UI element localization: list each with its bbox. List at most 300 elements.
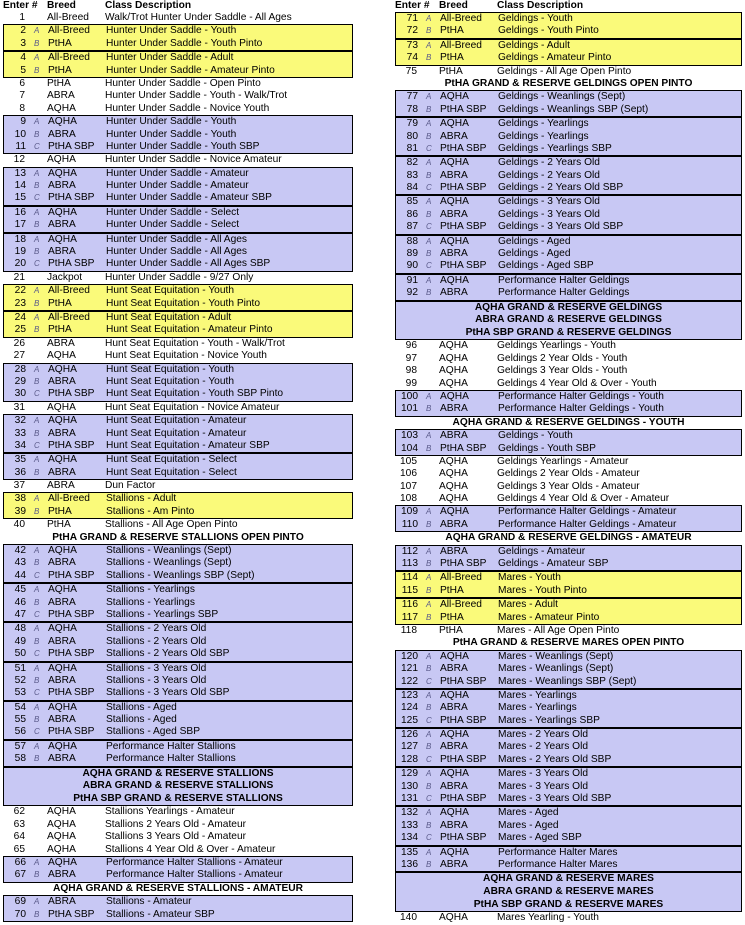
entry-number: 92 xyxy=(406,287,418,299)
class-description: Hunt Seat Equitation - Select xyxy=(106,454,237,466)
breed: AQHA xyxy=(440,506,469,518)
right-column xyxy=(395,0,742,925)
section-letter: C xyxy=(426,183,432,193)
breed: PtHA SBP xyxy=(440,714,487,726)
section-letter: A xyxy=(34,234,40,244)
championship-heading: PtHA GRAND & RESERVE STALLIONS OPEN PINTO xyxy=(52,531,304,543)
entry-number: 27 xyxy=(13,350,25,362)
entry-number: 4 xyxy=(20,52,26,64)
class-description: Hunter Under Saddle - Amateur xyxy=(106,167,249,179)
class-row xyxy=(396,131,741,143)
class-row xyxy=(3,844,353,856)
class-group xyxy=(395,767,742,806)
class-description: Mares - Youth xyxy=(498,572,561,584)
class-row xyxy=(396,676,741,688)
class-description: Mares - Weanlings SBP (Sept) xyxy=(498,675,637,687)
breed: PtHA SBP xyxy=(440,675,487,687)
class-description: Hunter Under Saddle - Amateur SBP xyxy=(106,192,272,204)
class-row xyxy=(4,415,352,427)
breed: AQHA xyxy=(48,167,77,179)
class-row xyxy=(396,754,741,766)
section-letter: B xyxy=(34,597,40,607)
class-description: Mares - Yearlings SBP xyxy=(498,714,600,726)
entry-number: 106 xyxy=(400,468,417,480)
section-letter: B xyxy=(426,443,432,453)
entry-number: 112 xyxy=(401,545,418,557)
class-row xyxy=(4,726,352,738)
entry-number: 88 xyxy=(406,235,418,247)
section-letter: A xyxy=(34,26,40,36)
class-row xyxy=(396,612,741,624)
section-letter: A xyxy=(426,546,432,556)
breed: All-Breed xyxy=(440,599,482,611)
entry-number: 82 xyxy=(406,157,418,169)
section-letter: C xyxy=(426,794,432,804)
class-row xyxy=(396,572,741,584)
breed: All-Breed xyxy=(48,311,90,323)
class-row xyxy=(4,312,352,324)
class-description: Hunter Under Saddle - Youth xyxy=(106,128,237,140)
class-description: Hunter Under Saddle - Novice Youth xyxy=(105,102,270,114)
class-group xyxy=(395,689,742,728)
section-letter: A xyxy=(426,573,432,583)
breed: AQHA xyxy=(47,401,76,413)
section-letter: A xyxy=(426,40,432,50)
section-letter: C xyxy=(34,727,40,737)
class-row xyxy=(4,180,352,192)
class-description: Mares - 3 Years Old xyxy=(498,768,589,780)
class-description: Mares - 2 Years Old SBP xyxy=(498,753,612,765)
section-letter: B xyxy=(34,325,40,335)
class-row xyxy=(396,143,741,155)
breed: ABRA xyxy=(440,403,468,415)
class-description: Dun Factor xyxy=(105,480,156,492)
section-letter: A xyxy=(426,158,432,168)
class-description: Hunter Under Saddle - Open Pinto xyxy=(105,77,261,89)
section-letter: A xyxy=(34,624,40,634)
breed: AQHA xyxy=(47,806,76,818)
class-description: Stallions - Amateur xyxy=(106,896,192,908)
breed: AQHA xyxy=(48,206,77,218)
class-description: Stallions - 3 Years Old SBP xyxy=(106,687,230,699)
class-description: Mares - Youth Pinto xyxy=(498,584,587,596)
entry-number: 44 xyxy=(14,569,26,581)
entry-number: 63 xyxy=(13,818,25,830)
entry-number: 50 xyxy=(14,648,26,660)
class-group xyxy=(3,414,353,453)
entry-number: 110 xyxy=(401,518,418,530)
class-group xyxy=(3,895,353,922)
entry-number: 80 xyxy=(406,130,418,142)
class-row xyxy=(3,12,353,24)
class-row xyxy=(396,546,741,558)
header-class: Class Description xyxy=(497,0,584,11)
entry-number: 132 xyxy=(401,807,418,819)
class-description: Geldings - Yearlings SBP xyxy=(498,142,612,154)
class-group xyxy=(395,505,742,532)
class-description: Mares - Yearlings xyxy=(498,689,577,701)
class-group xyxy=(3,233,353,272)
class-row xyxy=(4,467,352,479)
entry-number: 22 xyxy=(14,285,26,297)
class-group xyxy=(3,583,353,622)
class-description: Performance Halter Geldings - Amateur xyxy=(498,506,677,518)
breed: AQHA xyxy=(440,807,469,819)
section-letter: B xyxy=(426,404,432,414)
breed: ABRA xyxy=(48,246,76,258)
class-description: Geldings - Amateur xyxy=(498,545,586,557)
entry-number: 43 xyxy=(14,557,26,569)
section-letter: A xyxy=(426,92,432,102)
breed: ABRA xyxy=(47,480,75,492)
section-letter: B xyxy=(34,376,40,386)
breed: ABRA xyxy=(48,427,76,439)
entry-number: 46 xyxy=(14,596,26,608)
entry-number: 6 xyxy=(19,77,25,89)
section-letter: B xyxy=(426,860,432,869)
entry-number: 56 xyxy=(14,726,26,738)
entry-number: 1 xyxy=(19,12,25,23)
class-row xyxy=(395,365,742,377)
breed: AQHA xyxy=(440,118,469,130)
class-description: Stallions - All Age Open Pinto xyxy=(105,519,238,531)
class-description: Stallions 2 Years Old - Amateur xyxy=(105,818,247,830)
class-description: Stallions - 3 Years Old xyxy=(106,674,207,686)
section-letter: A xyxy=(34,312,40,322)
class-row xyxy=(4,687,352,699)
entry-number: 53 xyxy=(14,687,26,699)
class-description: Performance Halter Geldings - Amateur xyxy=(498,518,677,530)
class-description: Geldings 4 Year Old & Over - Amateur xyxy=(497,493,670,505)
breed: ABRA xyxy=(48,753,76,765)
breed: AQHA xyxy=(47,831,76,843)
class-row xyxy=(3,338,353,350)
section-letter: B xyxy=(34,467,40,477)
section-letter: B xyxy=(34,220,40,230)
class-description: Stallions - Aged SBP xyxy=(106,726,201,738)
class-row xyxy=(396,182,741,194)
breed: AQHA xyxy=(440,846,469,858)
entry-number: 12 xyxy=(13,154,25,166)
class-row xyxy=(4,597,352,609)
entry-number: 140 xyxy=(400,912,417,924)
section-letter: A xyxy=(34,494,40,504)
class-row xyxy=(395,493,742,505)
class-row xyxy=(396,118,741,130)
class-row xyxy=(3,806,353,818)
class-row xyxy=(3,402,353,414)
section-letter: A xyxy=(426,847,432,857)
class-row xyxy=(395,353,742,365)
class-row xyxy=(4,869,352,881)
section-letter: A xyxy=(426,651,432,661)
class-group xyxy=(395,90,742,117)
class-description: Mares - Amateur Pinto xyxy=(498,611,600,623)
entry-number: 67 xyxy=(14,869,26,881)
class-group xyxy=(3,284,353,311)
entry-number: 99 xyxy=(405,377,417,389)
breed: AQHA xyxy=(440,157,469,169)
class-row xyxy=(3,272,353,284)
class-description: Performance Halter Mares xyxy=(498,859,618,870)
breed: PtHA SBP xyxy=(440,142,487,154)
breed: Jackpot xyxy=(47,271,83,283)
class-row xyxy=(4,623,352,635)
class-row xyxy=(4,663,352,675)
class-row xyxy=(4,364,352,376)
entry-number: 66 xyxy=(14,857,26,868)
section-letter: B xyxy=(34,129,40,139)
breed: PtHA SBP xyxy=(48,726,95,738)
section-letter: A xyxy=(34,741,40,751)
class-row xyxy=(396,91,741,103)
breed: PtHA xyxy=(440,611,464,623)
class-description: Geldings - All Age Open Pinto xyxy=(497,65,632,77)
breed: ABRA xyxy=(48,635,76,647)
class-description: Performance Halter Mares xyxy=(498,846,618,858)
entry-number: 30 xyxy=(14,388,26,400)
class-description: Mares - Aged xyxy=(498,807,559,819)
class-row xyxy=(396,729,741,741)
class-description: Hunter Under Saddle - All Ages SBP xyxy=(106,258,271,270)
class-row xyxy=(4,506,352,518)
class-description: Hunter Under Saddle - Select xyxy=(106,219,240,231)
class-row xyxy=(396,40,741,52)
class-description: Geldings - Yearlings xyxy=(498,118,589,130)
section-letter: C xyxy=(34,570,40,580)
section-letter: A xyxy=(426,690,432,700)
breed: ABRA xyxy=(440,663,468,675)
class-description: Hunt Seat Equitation - Youth SBP Pinto xyxy=(106,388,284,400)
breed: ABRA xyxy=(48,674,76,686)
class-row xyxy=(4,52,352,64)
entry-number: 72 xyxy=(406,25,418,37)
championship-heading: AQHA GRAND & RESERVE GELDINGS - AMATEUR xyxy=(445,532,692,544)
section-letter: B xyxy=(34,298,40,308)
breed: AQHA xyxy=(47,154,76,166)
entry-number: 54 xyxy=(14,701,26,713)
entry-number: 121 xyxy=(401,663,418,675)
section-letter: B xyxy=(426,131,432,141)
entry-number: 81 xyxy=(406,142,418,154)
breed: ABRA xyxy=(440,430,468,442)
class-row xyxy=(4,219,352,231)
class-row xyxy=(4,675,352,687)
championship-heading: PtHA SBP GRAND & RESERVE STALLIONS xyxy=(73,792,283,804)
class-row xyxy=(4,648,352,660)
breed: All-Breed xyxy=(48,493,90,505)
class-description: Hunter Under Saddle - Youth SBP xyxy=(106,140,260,152)
entry-number: 34 xyxy=(14,439,26,451)
entry-number: 105 xyxy=(400,455,417,467)
class-row xyxy=(3,480,353,492)
class-description: Performance Halter Stallions - Amateur xyxy=(106,857,283,868)
class-description: Hunt Seat Equitation - Amateur Pinto xyxy=(106,324,273,336)
breed: AQHA xyxy=(440,650,469,662)
class-description: Hunt Seat Equitation - Youth xyxy=(106,363,235,375)
class-row xyxy=(396,859,741,871)
section-letter: B xyxy=(34,181,40,191)
class-row xyxy=(4,129,352,141)
class-row xyxy=(396,599,741,611)
class-description: Hunter Under Saddle - Amateur Pinto xyxy=(106,64,275,76)
header-breed: Breed xyxy=(47,0,76,11)
breed: All-Breed xyxy=(47,12,89,23)
breed: AQHA xyxy=(440,196,469,208)
entry-number: 38 xyxy=(14,493,26,505)
entry-number: 131 xyxy=(401,793,418,805)
entry-number: 32 xyxy=(14,415,26,427)
class-description: Stallions - Yearlings SBP xyxy=(106,608,219,620)
breed: AQHA xyxy=(48,545,77,557)
class-description: Geldings Yearlings - Amateur xyxy=(497,455,629,467)
breed: ABRA xyxy=(440,702,468,714)
entry-number: 109 xyxy=(401,506,418,518)
class-description: Stallions - Aged xyxy=(106,701,177,713)
class-description: Hunter Under Saddle - Adult xyxy=(106,52,234,64)
breed: AQHA xyxy=(440,689,469,701)
breed: PtHA SBP xyxy=(48,608,95,620)
class-description: Geldings - Aged xyxy=(498,248,571,260)
section-letter: B xyxy=(34,909,40,919)
entry-number: 133 xyxy=(401,819,418,831)
section-letter: A xyxy=(34,53,40,63)
entry-number: 23 xyxy=(14,297,26,309)
breed: PtHA SBP xyxy=(440,103,487,115)
entry-number: 134 xyxy=(401,832,418,844)
section-letter: B xyxy=(426,703,432,713)
entry-number: 20 xyxy=(14,258,26,270)
championship-heading: ABRA GRAND & RESERVE MARES xyxy=(483,885,654,897)
class-description: Hunter Under Saddle - All Ages xyxy=(106,246,248,258)
breed: PtHA SBP xyxy=(440,793,487,805)
class-group xyxy=(395,598,742,625)
section-letter: C xyxy=(426,143,432,153)
section-letter: B xyxy=(426,612,432,622)
class-row xyxy=(396,157,741,169)
section-letter: A xyxy=(426,507,432,517)
section-letter: B xyxy=(426,26,432,36)
section-letter: B xyxy=(34,715,40,725)
entry-number: 69 xyxy=(14,896,26,908)
class-row xyxy=(396,820,741,832)
class-group xyxy=(3,544,353,583)
class-row xyxy=(395,378,742,390)
breed: ABRA xyxy=(440,859,468,870)
entry-number: 2 xyxy=(20,25,26,37)
breed: AQHA xyxy=(48,363,77,375)
class-row xyxy=(4,909,352,921)
class-group xyxy=(3,363,353,402)
section-letter: B xyxy=(34,558,40,568)
entry-number: 120 xyxy=(401,650,418,662)
entry-number: 25 xyxy=(14,324,26,336)
entry-number: 130 xyxy=(401,780,418,792)
entry-number: 126 xyxy=(401,729,418,741)
class-description: Performance Halter Stallions xyxy=(106,753,236,765)
section-letter: B xyxy=(426,664,432,674)
championship-heading: PtHA SBP GRAND & RESERVE GELDINGS xyxy=(465,326,672,338)
section-letter: C xyxy=(34,609,40,619)
class-row xyxy=(3,103,353,115)
breed: AQHA xyxy=(48,701,77,713)
breed: ABRA xyxy=(440,130,468,142)
breed: PtHA SBP xyxy=(440,753,487,765)
breed: AQHA xyxy=(48,857,77,868)
section-letter: B xyxy=(34,506,40,516)
class-row xyxy=(396,847,741,859)
entry-number: 103 xyxy=(401,430,418,442)
class-description: Performance Halter Geldings xyxy=(498,287,630,299)
class-group xyxy=(395,545,742,572)
entry-number: 85 xyxy=(406,196,418,208)
entry-number: 36 xyxy=(14,466,26,478)
class-description: Hunt Seat Equitation - Youth - Walk/Trot xyxy=(105,337,285,349)
breed: AQHA xyxy=(440,235,469,247)
class-group xyxy=(3,453,353,480)
entry-number: 101 xyxy=(401,403,418,415)
class-row xyxy=(396,793,741,805)
entry-number: 136 xyxy=(401,859,418,870)
breed: PtHA xyxy=(47,519,71,531)
class-row xyxy=(396,260,741,272)
section-letter: A xyxy=(34,663,40,673)
section-letter: A xyxy=(426,119,432,129)
entry-number: 29 xyxy=(14,375,26,387)
class-description: Geldings - 3 Years Old xyxy=(498,196,600,208)
entry-number: 62 xyxy=(13,806,25,818)
class-description: Stallions - Adult xyxy=(106,493,177,505)
breed: PtHA xyxy=(48,505,72,517)
class-description: Geldings - Amateur SBP xyxy=(498,558,609,570)
class-description: Geldings - Adult xyxy=(498,39,570,51)
entry-number: 33 xyxy=(14,427,26,439)
class-description: Stallions - Am Pinto xyxy=(106,505,195,517)
section-letter: A xyxy=(426,769,432,779)
class-row xyxy=(395,625,742,637)
class-row xyxy=(396,690,741,702)
class-description: Stallions 4 Year Old & Over - Amateur xyxy=(105,843,276,855)
section-letter: A xyxy=(34,455,40,465)
breed: PtHA SBP xyxy=(48,140,95,152)
entry-number: 42 xyxy=(14,545,26,557)
class-row xyxy=(4,702,352,714)
left-column xyxy=(3,0,353,922)
class-description: Mares - All Age Open Pinto xyxy=(497,624,620,636)
breed: AQHA xyxy=(48,415,77,427)
section-letter: B xyxy=(426,585,432,595)
breed: PtHA SBP xyxy=(48,388,95,400)
class-description: Geldings 4 Year Old & Over - Youth xyxy=(497,377,657,389)
class-row xyxy=(4,65,352,77)
class-description: Geldings - Youth Pinto xyxy=(498,25,599,37)
class-row xyxy=(395,456,742,468)
entry-number: 89 xyxy=(406,248,418,260)
section-letter: C xyxy=(426,754,432,764)
class-group xyxy=(395,846,742,873)
class-description: Stallions - 2 Years Old SBP xyxy=(106,648,230,660)
header-class: Class Description xyxy=(105,0,192,11)
breed: ABRA xyxy=(48,896,76,908)
entry-number: 122 xyxy=(401,675,418,687)
class-description: Geldings - Aged SBP xyxy=(498,260,594,272)
class-description: Hunter Under Saddle - Novice Amateur xyxy=(105,154,282,166)
championship-heading: AQHA GRAND & RESERVE MARES xyxy=(483,873,654,885)
entry-number: 13 xyxy=(14,167,26,179)
entry-number: 125 xyxy=(401,714,418,726)
class-description: Geldings - Youth xyxy=(498,13,573,24)
breed: PtHA xyxy=(48,64,72,76)
